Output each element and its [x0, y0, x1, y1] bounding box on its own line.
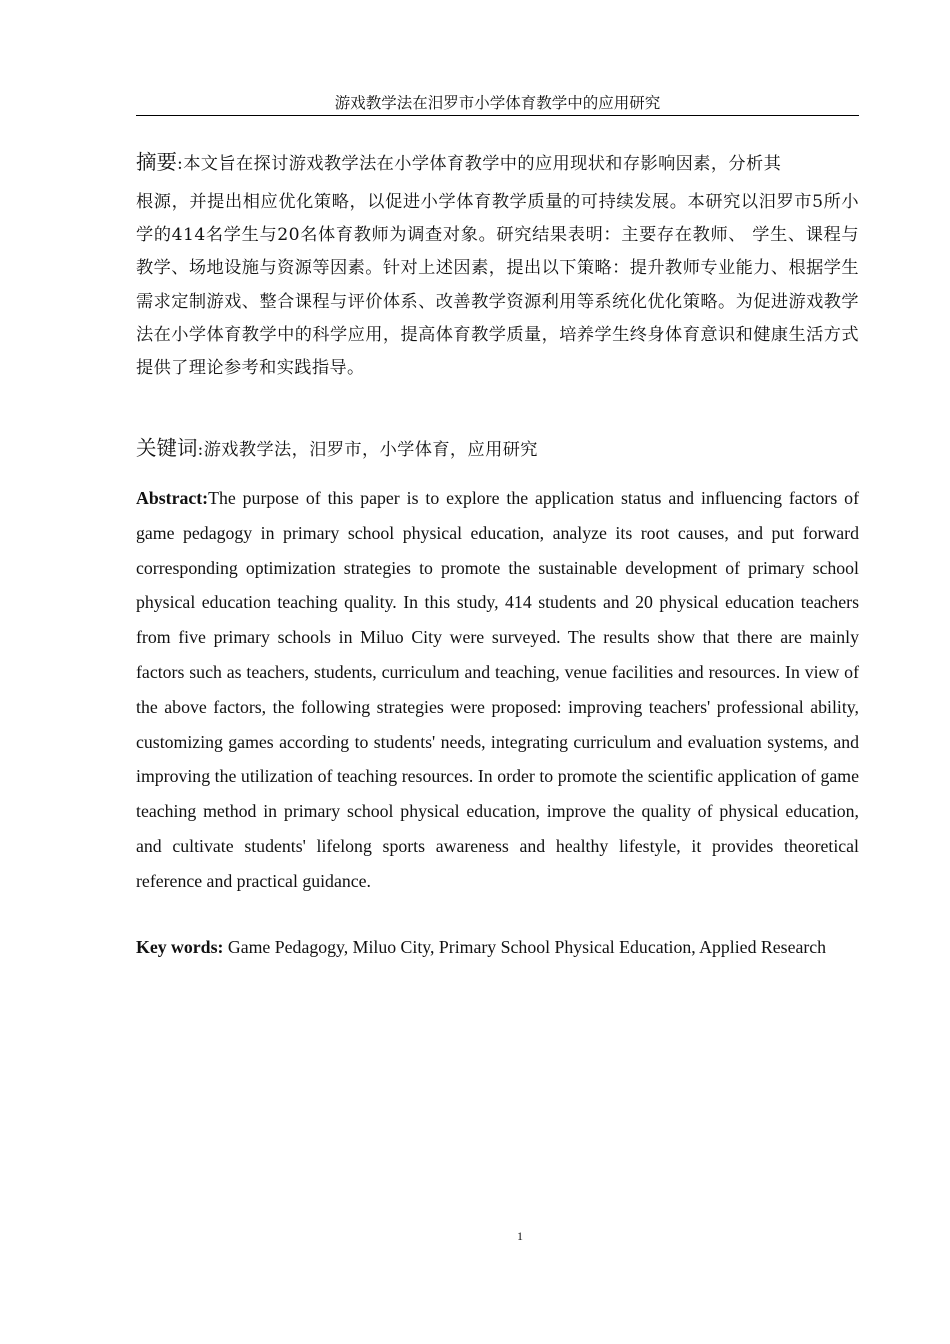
chinese-abstract-label: 摘要	[136, 150, 177, 174]
chinese-abstract-body: 根源，并提出相应优化策略，以促进小学体育教学质量的可持续发展。本研究以汨罗市5所小学的414名学生与20名体育教师为调查对象。研究结果表明：主要存在教师、 学生、课程与教学、场地设施与资源等因素。针对上述因素，提出以下策略：提升教师专业能力、根据学生需求定制游戏、整合课程与评价体系、改善教学资源利用等系统化优化策略。为促进游戏教学法在小学体育教学中的科学应用，提高体育教学质量，培养学生终身体育意识和健康生活方式提供了理论参考和实践指导。	[136, 192, 859, 379]
english-abstract-text: The purpose of this paper is to explore the application status and influencing factors of game pedagogy in primary school physical education, analyze its root causes, and put forward corresponding optimization strategies to promote the sustainable development of primary school physical education teaching quality. In this study, 414 students and 20 physical education teachers from five primary schools in Miluo City were surveyed. The results show that there are mainly factors such as teachers, students, curriculum and teaching, venue facilities and resources. In view of the above factors, the following strategies were proposed: improving teachers' professional ability, customizing games according to students' needs, integrating curriculum and evaluation systems, and improving the utilization of teaching resources. In order to promote the scientific application of game teaching method in primary school physical education, improve the quality of physical education, and cultivate students' lifelong sports awareness and healthy lifestyle, it provides theoretical reference and practical guidance.	[136, 488, 859, 891]
page-number: 1	[517, 1229, 523, 1243]
english-abstract	[136, 481, 859, 899]
english-keywords	[136, 930, 859, 965]
running-header: 游戏教学法在汨罗市小学体育教学中的应用研究	[136, 92, 859, 116]
chinese-abstract-first-line	[136, 146, 859, 181]
chinese-abstract	[136, 146, 859, 385]
chinese-keywords	[136, 431, 859, 467]
chinese-abstract-first-text: 本文旨在探讨游戏教学法在小学体育教学中的应用现状和存影响因素，分析其	[183, 154, 782, 174]
chinese-keywords-separator: :	[197, 440, 204, 460]
chinese-keywords-text: 游戏教学法，汨罗市，小学体育，应用研究	[203, 440, 538, 460]
english-abstract-label: Abstract:	[136, 488, 209, 508]
english-keywords-text: Game Pedagogy, Miluo City, Primary School Physical Education, Applied Research	[223, 937, 827, 957]
chinese-keywords-label: 关键词	[136, 436, 198, 460]
chinese-abstract-separator: :	[177, 154, 184, 174]
english-keywords-label: Key words:	[136, 937, 224, 957]
